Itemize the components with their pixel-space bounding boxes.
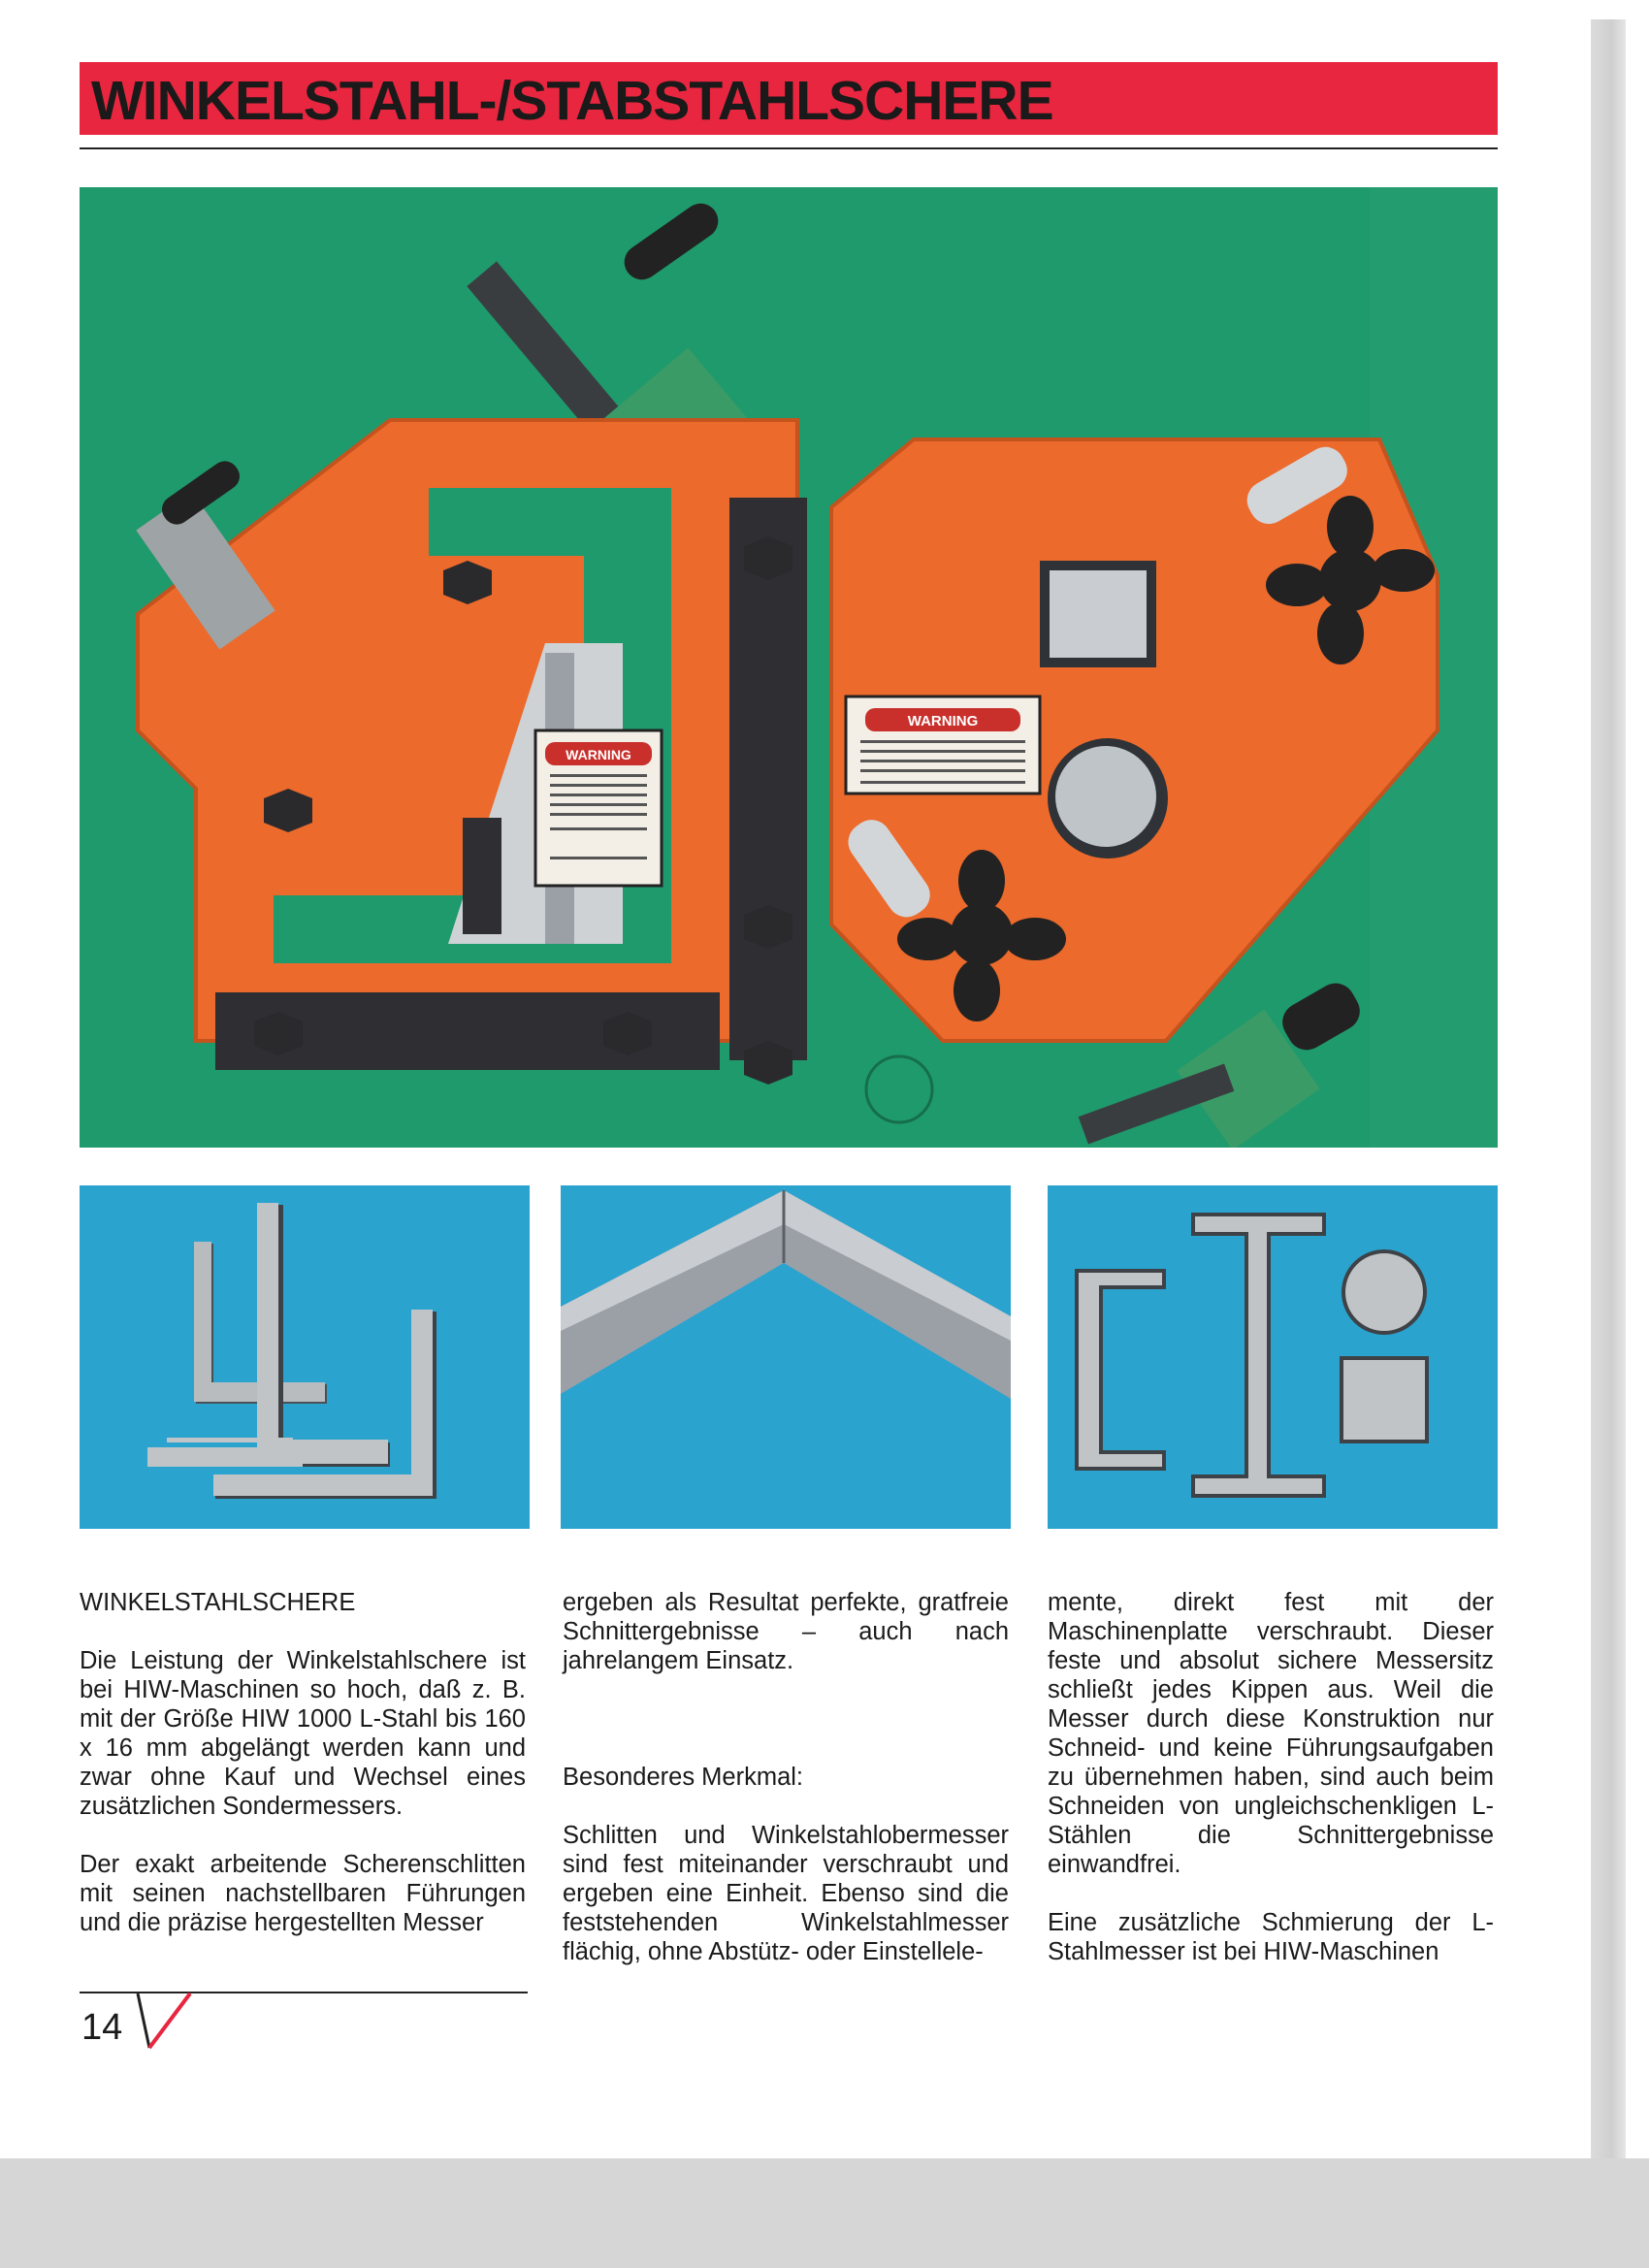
subheading: Besonderes Merkmal: (563, 1764, 804, 1791)
footer-check-mark (136, 1992, 194, 2052)
page-title: WINKELSTAHL-/STABSTAHLSCHERE (91, 70, 1053, 132)
thumbnail-angle-profiles (80, 1185, 530, 1529)
title-rule (80, 147, 1498, 149)
page-number: 14 (81, 2007, 123, 2048)
page-edge-right (1591, 19, 1626, 2158)
text-column-2 (563, 1588, 1009, 1995)
title-bar (80, 62, 1498, 135)
paragraph: Eine zusätzliche Schmierung der L-Stahlmesser ist bei HIW-Maschinen (1048, 1909, 1494, 1965)
paragraph: ergeben als Resultat perfekte, gratfreie Schnittergebnisse – auch nach jahrelangem Einsatz. (563, 1589, 1009, 1674)
section-heading: WINKELSTAHLSCHERE (80, 1589, 356, 1616)
hero-photo (80, 187, 1498, 1148)
thumbnail-mitre-corner (561, 1185, 1011, 1529)
paragraph: Schlitten und Winkelstahlobermesser sind fest miteinander verschraubt und ergeben eine Einheit. Ebenso sind die feststehenden Winkelstahlmesser flächig, ohne Abstütz- oder Einstellele- (563, 1822, 1009, 1965)
paragraph: Die Leistung der Winkelstahlschere ist bei HIW-Maschinen so hoch, daß z. B. mit der Größe HIW 1000 L-Stahl bis 160 x 16 mm abgelängt werden kann und zwar ohne Kauf und Wechsel eines zusätzlichen Sondermessers. (80, 1647, 526, 1820)
paragraph: Der exakt arbeitende Scherenschlitten mit seinen nachstellbaren Führungen und die präzise hergestellten Messer (80, 1851, 526, 1936)
warning-label-right: WARNING (907, 713, 979, 729)
text-column-1 (80, 1588, 526, 1966)
text-column-3 (1048, 1588, 1494, 1995)
paragraph: mente, direkt fest mit der Maschinenplatte verschraubt. Dieser feste und absolut sichere Messersitz schließt jedes Kippen aus. Weil die Messer durch diese Konstruktion nur Schneid- und keine Führungsaufgaben zu übernehmen haben, sind auch beim Schneiden von ungleichschenkligen L-Stählen die Schnittergebnisse einwandfrei. (1048, 1589, 1494, 1878)
thumbnail-profiles-set (1048, 1185, 1498, 1529)
warning-label-left: WARNING (566, 747, 631, 762)
page-edge-bottom (0, 2158, 1649, 2268)
hero-illustration (80, 187, 1498, 1148)
vertical-blade-bar (729, 498, 807, 1060)
